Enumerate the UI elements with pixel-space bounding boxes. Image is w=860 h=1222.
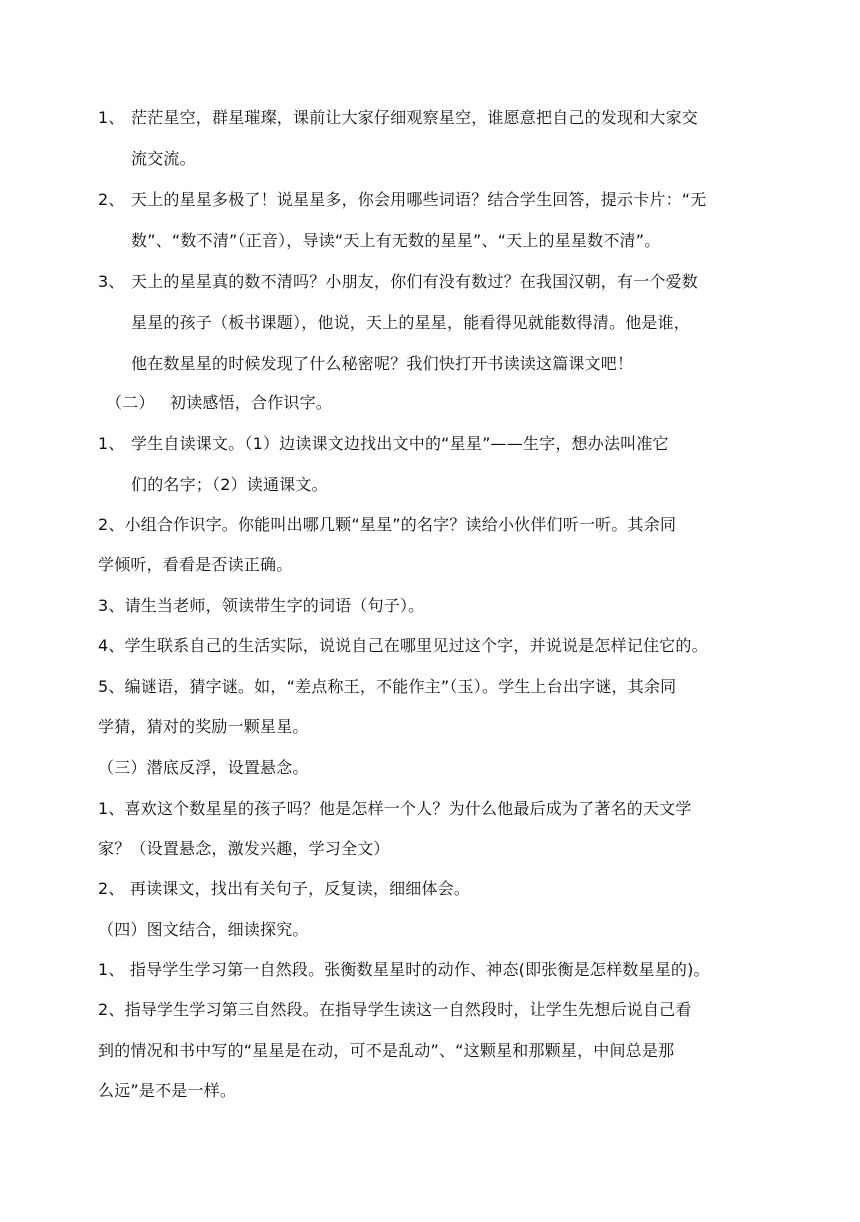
paragraph-line: 1、喜欢这个数星星的孩子吗？他是怎样一个人？为什么他最后成为了著名的天文学 (98, 799, 692, 818)
list-number: 1、 (98, 108, 125, 127)
paragraph-line: 家？（设置悬念，激发兴趣，学习全文） (98, 839, 390, 858)
paragraph-line: 流交流。 (131, 149, 196, 168)
section-number: （二） (106, 393, 155, 412)
paragraph-line: 2、 再读课文，找出有关句子，反复读，细细体会。 (98, 879, 471, 898)
paragraph-line: 学生自读课文。（1）边读课文边找出文中的“星星”——生字，想办法叫准它 (131, 434, 669, 453)
paragraph-line: 到的情况和书中写的“星星是在动，可不是乱动”、“这颗星和那颗星，中间总是那 (98, 1041, 675, 1060)
paragraph-line: 5、编谜语，猜字谜。如，“差点称王，不能作主”（玉）。学生上台出字谜，其余同 (98, 677, 677, 696)
paragraph-line: 们的名字；（2）读通课文。 (131, 475, 328, 494)
paragraph-line: 学倾听，看看是否读正确。 (98, 555, 293, 574)
paragraph-line: 天上的星星多极了！说星星多，你会用哪些词语？结合学生回答，提示卡片：“无 (131, 190, 707, 209)
paragraph-line: 他在数星星的时候发现了什么秘密呢？我们快打开书读读这篇课文吧！ (131, 354, 634, 373)
paragraph-line: 3、请生当老师，领读带生字的词语（句子）。 (98, 596, 425, 615)
section-heading: （三）潜底反浮，设置悬念。 (98, 758, 309, 777)
list-number: 2、 (98, 190, 125, 209)
section-heading: 初读感悟，合作识字。 (170, 393, 333, 412)
paragraph-line: 天上的星星真的数不清吗？小朋友，你们有没有数过？在我国汉朝，有一个爱数 (131, 272, 699, 291)
section-heading: （四）图文结合，细读探究。 (98, 920, 309, 939)
paragraph-line: 数”、“数不清”（正音），导读“天上有无数的星星”、“天上的星星数不清”。 (131, 231, 661, 250)
paragraph-line: 2、指导学生学习第三自然段。在指导学生读这一自然段时，让学生先想后说自己看 (98, 1000, 692, 1019)
list-number: 1、 (98, 434, 125, 453)
paragraph-line: 么远”是不是一样。 (98, 1081, 237, 1100)
paragraph-line: 4、学生联系自己的生活实际，说说自己在哪里见过这个字，并说说是怎样记住它的。 (98, 636, 708, 655)
paragraph-line: 学猜，猜对的奖励一颗星星。 (98, 717, 309, 736)
paragraph-line: 星星的孩子（板书课题），他说，天上的星星，能看得见就能数得清。他是谁， (131, 313, 691, 332)
list-number: 3、 (98, 272, 125, 291)
paragraph-line: 茫茫星空，群星璀璨，课前让大家仔细观察星空，谁愿意把自己的发现和大家交 (131, 108, 699, 127)
paragraph-line: 2、小组合作识字。你能叫出哪几颗“星星”的名字？读给小伙伴们听一听。其余同 (98, 515, 677, 534)
paragraph-line: 1、 指导学生学习第一自然段。张衡数星星时的动作、神态(即张衡是怎样数星星的)。 (98, 960, 710, 979)
